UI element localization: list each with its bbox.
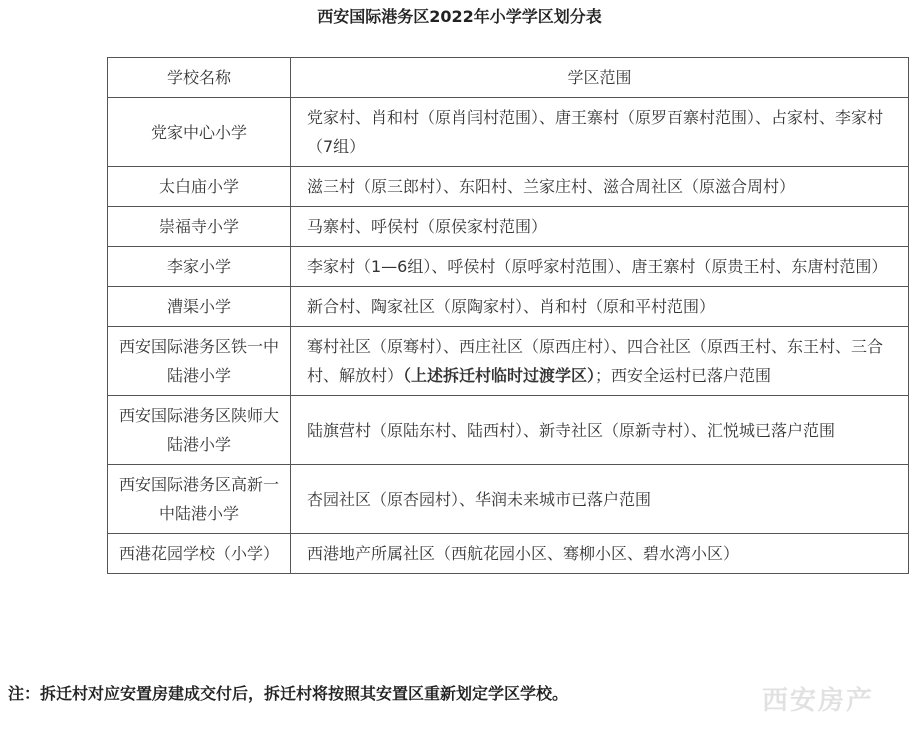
- table-row: [108, 207, 909, 247]
- school-name-cell: 党家中心小学: [108, 98, 291, 167]
- school-name-cell: 西安国际港务区高新一中陆港小学: [108, 465, 291, 534]
- header-district-scope: 学区范围: [291, 58, 909, 98]
- scope-text: 西港地产所属社区（西航花园小区、骞柳小区、碧水湾小区）: [307, 544, 740, 563]
- table-row: [108, 167, 909, 207]
- scope-text: 陆旗营村（原陆东村、陆西村）、新寺社区（原新寺村）、汇悦城已落户范围: [307, 420, 836, 440]
- district-scope-cell: [291, 327, 909, 396]
- table-row: [108, 98, 909, 167]
- district-scope-cell: [291, 396, 909, 465]
- district-scope-cell: [291, 465, 909, 534]
- school-name-cell: 崇福寺小学: [108, 207, 291, 247]
- table-row: [108, 534, 909, 574]
- district-scope-cell: [291, 247, 909, 287]
- district-scope-cell: [291, 98, 909, 167]
- table-row: [108, 465, 909, 534]
- scope-text: 党家村、肖和村（原肖闫村范围）、唐王寨村（原罗百寨村范围）、占家村、李家村（7组）: [307, 108, 884, 156]
- school-name-cell: 西安国际港务区陕师大陆港小学: [108, 396, 291, 465]
- table-row: [108, 396, 909, 465]
- scope-text: 李家村（1—6组）、呼侯村（原呼家村范围）、唐王寨村（原贵王村、东唐村范围）: [307, 257, 888, 276]
- scope-text: 滋三村（原三郎村）、东阳村、兰家庄村、滋合周社区（原滋合周村）: [307, 177, 796, 196]
- table-row: [108, 327, 909, 396]
- district-scope-cell: [291, 534, 909, 574]
- scope-text: 新合村、陶家社区（原陶家村）、肖和村（原和平村范围）: [307, 297, 716, 316]
- table-row: [108, 247, 909, 287]
- scope-text-after: ；西安全运村已落户范围: [595, 366, 772, 385]
- scope-bold-note: （上述拆迁村临时过渡学区）: [403, 366, 596, 385]
- school-name-cell: 太白庙小学: [108, 167, 291, 207]
- header-school-name: 学校名称: [108, 58, 291, 98]
- district-scope-cell: [291, 287, 909, 327]
- school-name-cell: 李家小学: [108, 247, 291, 287]
- school-name-cell: 西港花园学校（小学）: [108, 534, 291, 574]
- district-scope-cell: [291, 167, 909, 207]
- scope-text: 骞村社区（原骞村）、西庄社区（原西庄村）、四合社区（原西王村、东王村、三合村、解放村）: [307, 337, 884, 385]
- footnote: 注：拆迁村对应安置房建成交付后，拆迁村将按照其安置区重新划定学区学校。: [8, 684, 569, 703]
- district-scope-cell: [291, 207, 909, 247]
- table-header-row: [108, 58, 909, 98]
- school-name-cell: 西安国际港务区铁一中陆港小学: [108, 327, 291, 396]
- document-title: 西安国际港务区2022年小学学区划分表: [317, 7, 602, 26]
- school-district-table: [107, 57, 909, 574]
- scope-text: 杏园社区（原杏园村）、华润未来城市已落户范围: [307, 489, 652, 509]
- scope-text: 马寨村、呼侯村（原侯家村范围）: [307, 217, 548, 236]
- school-name-cell: 漕渠小学: [108, 287, 291, 327]
- table-row: [108, 287, 909, 327]
- watermark: 西安房产: [762, 686, 875, 716]
